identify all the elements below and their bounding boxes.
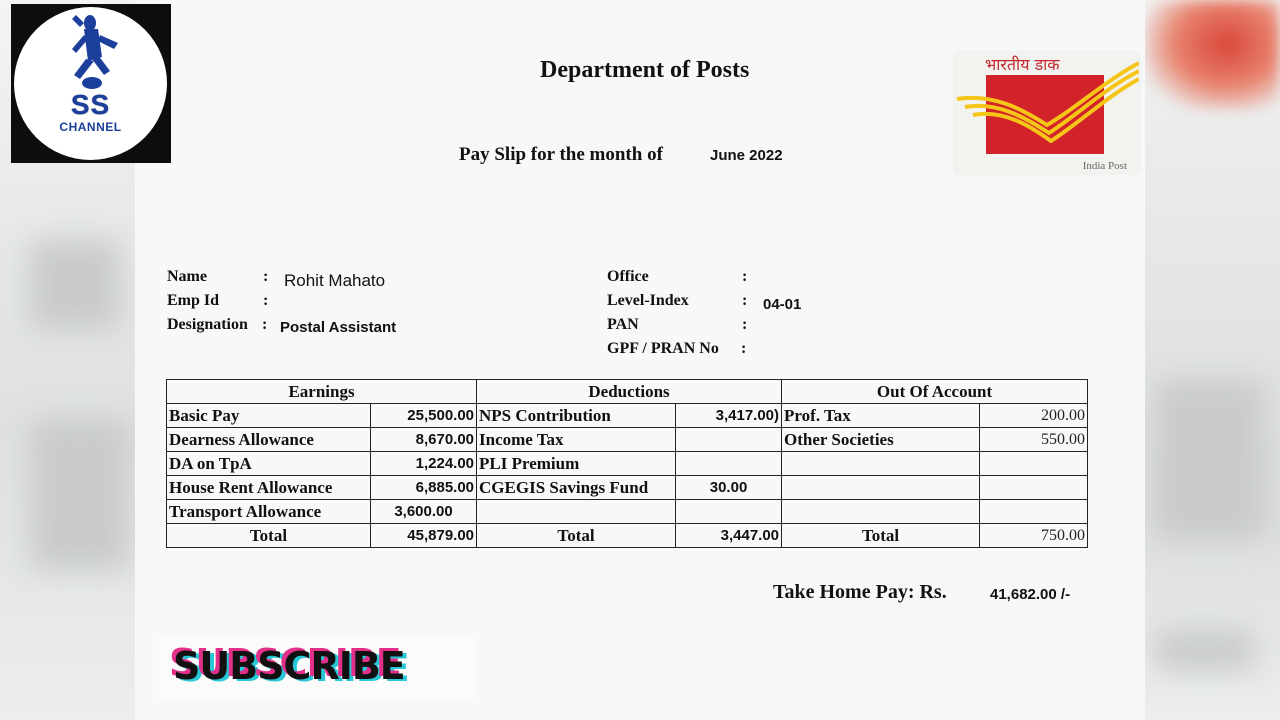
- earning-amount: 1,224.00: [371, 452, 477, 476]
- table-total-row: [167, 524, 1088, 548]
- out-of-account-label: [782, 452, 980, 476]
- earnings-total-amount: 45,879.00: [371, 524, 477, 548]
- earning-label: DA on TpA: [167, 452, 371, 476]
- deduction-label: NPS Contribution: [477, 404, 676, 428]
- level-index-value: 04-01: [763, 296, 802, 313]
- india-post-logo: [955, 53, 1139, 173]
- designation-label: Designation: [167, 316, 248, 333]
- deduction-amount: 30.00: [676, 476, 782, 500]
- office-label: Office: [607, 268, 649, 285]
- earning-label: House Rent Allowance: [167, 476, 371, 500]
- name-label: Name: [167, 268, 207, 285]
- deductions-total-label: Total: [477, 524, 676, 548]
- payslip-table: [166, 379, 1088, 548]
- table-row: [167, 452, 1088, 476]
- take-home-pay-label: Take Home Pay: Rs.: [773, 581, 947, 603]
- out-of-account-total-amount: 750.00: [980, 524, 1088, 548]
- empid-label: Emp Id: [167, 292, 220, 309]
- subscribe-button[interactable]: [159, 637, 475, 699]
- out-of-account-total-label: Total: [782, 524, 980, 548]
- department-title: Department of Posts: [540, 57, 750, 83]
- india-post-caption: India Post: [1082, 160, 1127, 172]
- earning-amount: 25,500.00: [371, 404, 477, 428]
- out-of-account-header: Out Of Account: [782, 380, 1088, 404]
- level-index-colon: :: [742, 292, 748, 309]
- office-colon: :: [742, 268, 748, 285]
- pan-label: PAN: [607, 316, 639, 333]
- table-row: [167, 476, 1088, 500]
- earning-amount: 8,670.00: [371, 428, 477, 452]
- out-of-account-amount: 200.00: [980, 404, 1088, 428]
- deduction-amount: [676, 452, 782, 476]
- table-row: [167, 428, 1088, 452]
- earning-label: Transport Allowance: [167, 500, 371, 524]
- out-of-account-label: Prof. Tax: [782, 404, 980, 428]
- out-of-account-amount: [980, 452, 1088, 476]
- designation-value: Postal Assistant: [280, 319, 397, 336]
- channel-logo: [11, 4, 171, 163]
- deduction-amount: [676, 500, 782, 524]
- take-home-pay-value: 41,682.00 /-: [990, 586, 1071, 603]
- india-post-stripes-icon: [955, 53, 1139, 173]
- level-index-label: Level-Index: [607, 292, 689, 309]
- channel-logo-ss-text: SS: [70, 89, 111, 120]
- deduction-amount: [676, 428, 782, 452]
- out-of-account-amount: [980, 476, 1088, 500]
- subscribe-label: SUBSCRIBE: [173, 644, 405, 688]
- out-of-account-label: [782, 476, 980, 500]
- deduction-label: Income Tax: [477, 428, 676, 452]
- india-post-hindi-text: भारतीय डाक: [985, 55, 1060, 74]
- earnings-header: Earnings: [167, 380, 477, 404]
- deduction-label: CGEGIS Savings Fund: [477, 476, 676, 500]
- gpf-pran-colon: :: [741, 340, 747, 357]
- earning-amount: 3,600.00: [371, 500, 477, 524]
- deduction-label: [477, 500, 676, 524]
- payslip-month-value: June 2022: [710, 147, 783, 164]
- deductions-total-amount: 3,447.00: [676, 524, 782, 548]
- red-blur-decoration: [1145, 0, 1280, 110]
- table-row: [167, 404, 1088, 428]
- gpf-pran-label: GPF / PRAN No: [607, 340, 719, 357]
- table-header-row: [167, 380, 1088, 404]
- out-of-account-amount: 550.00: [980, 428, 1088, 452]
- deductions-header: Deductions: [477, 380, 782, 404]
- channel-logo-channel-text: CHANNEL: [59, 120, 122, 134]
- earning-label: Dearness Allowance: [167, 428, 371, 452]
- out-of-account-label: Other Societies: [782, 428, 980, 452]
- table-row: [167, 500, 1088, 524]
- pan-colon: :: [742, 316, 748, 333]
- channel-logo-circle: [14, 7, 167, 160]
- out-of-account-label: [782, 500, 980, 524]
- out-of-account-amount: [980, 500, 1088, 524]
- earning-amount: 6,885.00: [371, 476, 477, 500]
- name-value: Rohit Mahato: [284, 271, 386, 290]
- earnings-total-label: Total: [167, 524, 371, 548]
- deduction-amount: 3,417.00): [676, 404, 782, 428]
- name-colon: :: [263, 268, 269, 285]
- deduction-label: PLI Premium: [477, 452, 676, 476]
- earning-label: Basic Pay: [167, 404, 371, 428]
- payslip-month-label: Pay Slip for the month of: [459, 144, 663, 165]
- breakdancer-icon: [14, 9, 167, 99]
- designation-colon: :: [262, 316, 268, 333]
- empid-colon: :: [263, 292, 269, 309]
